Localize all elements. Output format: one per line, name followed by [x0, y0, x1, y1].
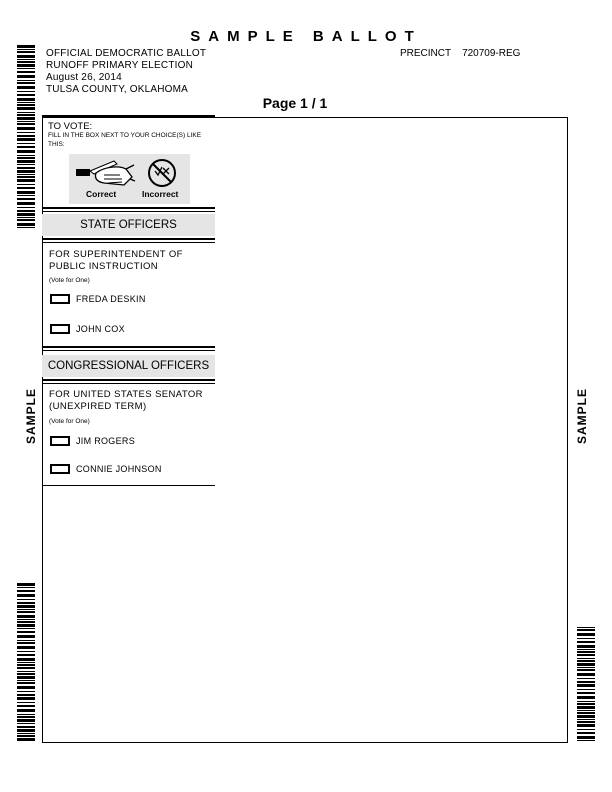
timing-barcode-left-bottom: [17, 583, 35, 743]
legend-correct-label: Correct: [86, 189, 117, 199]
column-top-rule: [42, 115, 215, 118]
vote-box-john-cox[interactable]: [50, 324, 70, 334]
to-vote-heading: TO VOTE:: [48, 121, 93, 132]
section-rule: [42, 379, 215, 381]
contest-title: FOR UNITED STATES SENATOR (UNEXPIRED TERM): [49, 389, 203, 412]
prohibited-mark-icon: [146, 157, 178, 189]
candidate-name: FREDA DESKIN: [76, 294, 146, 304]
vote-for-note: (Vote for One): [49, 418, 90, 425]
section-rule: [42, 242, 215, 243]
precinct: [400, 48, 520, 59]
section-rule: [42, 211, 215, 212]
vote-for-note: (Vote for One): [49, 277, 90, 284]
section-rule: [42, 238, 215, 240]
section-header-state-officers: STATE OFFICERS: [42, 214, 215, 236]
county-name: TULSA COUNTY, OKLAHOMA: [46, 84, 189, 95]
ballot-title: SAMPLE BALLOT: [190, 28, 422, 45]
section-rule: [42, 350, 215, 351]
election-date: August 26, 2014: [46, 72, 122, 83]
candidate-name: JIM ROGERS: [76, 436, 136, 446]
timing-barcode-left-top: [17, 45, 35, 230]
section-rule: [42, 207, 215, 209]
precinct-label: PRECINCT: [400, 48, 451, 59]
vote-box-freda-deskin[interactable]: [50, 294, 70, 304]
page-number: Page 1 / 1: [262, 95, 328, 111]
hand-pen-icon: [74, 157, 136, 191]
contest-title: FOR SUPERINTENDENT OF PUBLIC INSTRUCTION: [49, 249, 183, 272]
sample-watermark-right: SAMPLE: [575, 388, 589, 445]
to-vote-text: FILL IN THE BOX NEXT TO YOUR CHOICE(S) LIKE THIS:: [48, 132, 202, 148]
section-rule: [42, 346, 215, 348]
section-header-congressional-officers: CONGRESSIONAL OFFICERS: [42, 355, 215, 377]
candidate-name: JOHN COX: [76, 324, 125, 334]
section-rule: [42, 383, 215, 384]
ballot-type: OFFICIAL DEMOCRATIC BALLOT: [46, 48, 207, 59]
candidate-name: CONNIE JOHNSON: [76, 464, 162, 474]
precinct-value: 720709-REG: [462, 48, 521, 59]
sample-watermark-left: SAMPLE: [24, 388, 38, 445]
election-name: RUNOFF PRIMARY ELECTION: [46, 60, 194, 71]
vote-box-connie-johnson[interactable]: [50, 464, 70, 474]
legend-incorrect-label: Incorrect: [142, 189, 179, 199]
column-end-rule: [42, 485, 215, 486]
timing-barcode-right-bottom: [577, 627, 595, 743]
vote-box-jim-rogers[interactable]: [50, 436, 70, 446]
